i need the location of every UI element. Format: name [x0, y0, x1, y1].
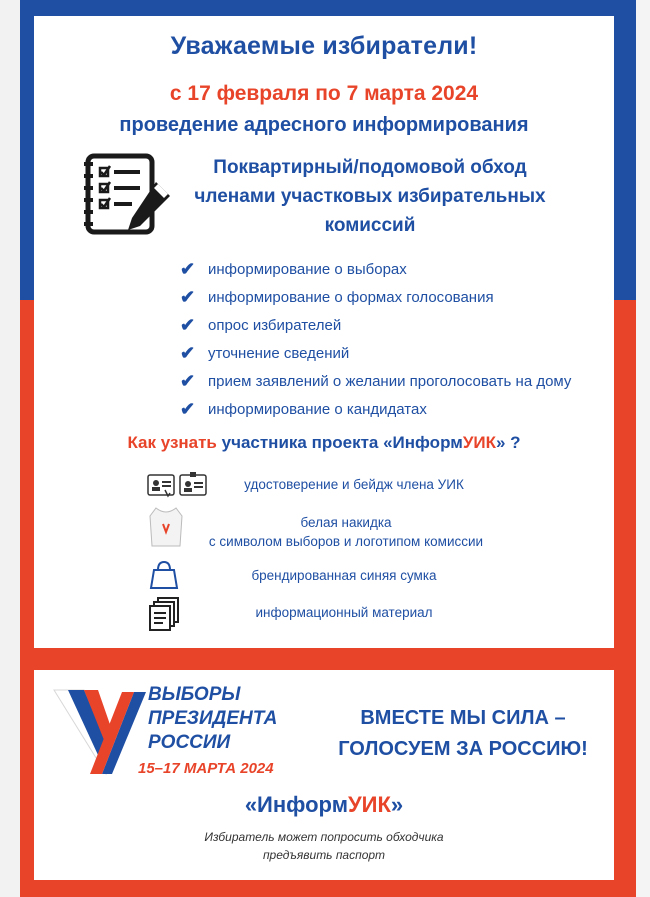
checkmark-icon: ✔	[180, 314, 196, 335]
cape-line-2: с символом выборов и логотипом комиссии	[208, 534, 484, 549]
campaign-subtitle: проведение адресного информирования	[119, 114, 529, 136]
checkmark-icon: ✔	[180, 342, 196, 363]
activity-checklist	[180, 255, 600, 423]
door-line-1: Поквартирный/подомовой обход	[213, 157, 527, 178]
list-item: ✔ уточнение сведений	[180, 342, 350, 363]
logo-line-3: РОССИИ	[148, 732, 231, 753]
note-line-1: Избиратель может попросить обходчика	[204, 830, 444, 844]
door-line-2: членами участковых избирательных	[194, 186, 546, 207]
project-brand: «ИнформУИК»	[244, 792, 404, 817]
page-title: Уважаемые избиратели!	[170, 32, 478, 60]
checkmark-icon: ✔	[180, 258, 196, 279]
list-item: ✔ информирование о выборах	[180, 258, 407, 279]
cape-feature-text	[196, 513, 496, 551]
list-item: ✔ прием заявлений о желании проголосовать на дому	[180, 370, 572, 391]
logo-date: 15–17 МАРТА 2024	[138, 760, 274, 777]
slogan-line-2: ГОЛОСУЕМ ЗА РОССИЮ!	[338, 738, 588, 760]
id-badge-icon	[147, 472, 209, 498]
list-item: ✔ информирование о кандидатах	[180, 398, 427, 419]
shopping-bag-icon	[149, 560, 179, 590]
passport-note	[34, 828, 614, 864]
material-feature-text: информационный материал	[255, 605, 433, 620]
logo-line-1: ВЫБОРЫ	[148, 684, 241, 705]
bag-feature-text: брендированная синяя сумка	[251, 568, 437, 583]
checklist-clipboard-icon	[84, 152, 174, 236]
white-cape-icon	[148, 506, 184, 548]
campaign-dates: с 17 февраля по 7 марта 2024	[169, 82, 479, 105]
note-line-2: предъявить паспорт	[262, 848, 386, 862]
slogan	[318, 703, 608, 765]
checkmark-icon: ✔	[180, 370, 196, 391]
logo-line-2: ПРЕЗИДЕНТА	[148, 708, 278, 729]
left-margin	[0, 0, 20, 897]
badge-feature-text: удостоверение и бейдж члена УИК	[244, 477, 464, 492]
list-item: ✔ опрос избирателей	[180, 314, 342, 335]
checkmark-icon: ✔	[180, 286, 196, 307]
door-to-door-heading	[190, 153, 550, 240]
list-item: ✔ информирование о формах голосования	[180, 286, 494, 307]
how-to-recognize-question: Как узнать участника проекта «ИнформУИК» ?	[127, 433, 521, 452]
documents-icon	[149, 597, 179, 631]
slogan-line-1: ВМЕСТЕ МЫ СИЛА –	[360, 707, 566, 729]
door-line-3: комиссий	[324, 215, 416, 236]
checkmark-icon: ✔	[180, 398, 196, 419]
cape-line-1: белая накидка	[300, 515, 392, 530]
right-margin	[636, 0, 650, 897]
